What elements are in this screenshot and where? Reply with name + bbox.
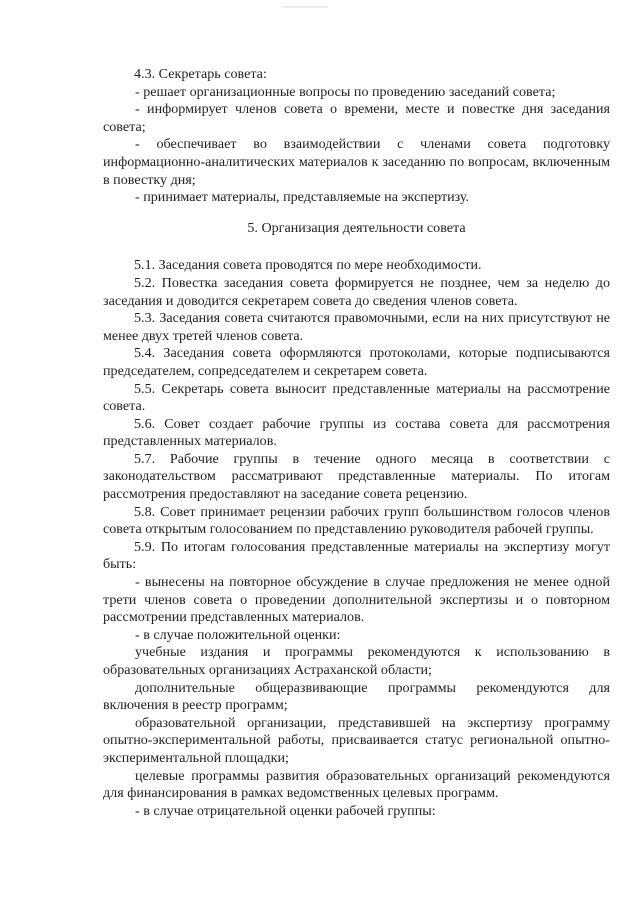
section-5-paragraph: 5.2. Повестка заседания совета формируется не позднее, чем за неделю до заседания и доводится секретарем совета до сведения членов совета. <box>103 274 610 309</box>
section-4-3-item: - обеспечивает во взаимодействии с членами совета подготовку информационно-аналитических материалов к заседанию по вопросам, включенным в повестку дня; <box>103 136 610 188</box>
section-4-3-item: - принимает материалы, представляемые на экспертизу. <box>135 189 470 206</box>
section-4-3-title: 4.3. Секретарь совета: <box>134 66 267 82</box>
section-5-paragraph: 5.3. Заседания совета считаются правомочными, если на них присутствуют не менее двух третей членов совета. <box>103 310 610 344</box>
section-5-paragraph: 5.8. Совет принимает рецензии рабочих групп большинством голосов членов совета открытым голосованием по представлению руководителя рабочей группы. <box>103 503 610 538</box>
section-5-heading: 5. Организация деятельности совета <box>247 219 466 236</box>
section-5-paragraph: 5.7. Рабочие группы в течение одного месяца в соответствии с законодательством рассматривают представленные материалы. По итогам рассмотрения предоставляют на заседание совета рецензию. <box>103 450 610 503</box>
outcome-item: - в случае отрицательной оценки рабочей группы: <box>135 802 436 819</box>
outcome-item: учебные издания и программы рекомендуются к использованию в образовательных организациях Астраханской области; <box>103 644 610 678</box>
outcome-item: - вынесены на повторное обсуждение в случае предложения не менее одной трети членов совета о проведении дополнительной экспертизы и о повторном рассмотрении представленных материалов. <box>103 574 610 626</box>
section-5-paragraph: 5.6. Совет создает рабочие группы из состава совета для рассмотрения представленных материалов. <box>103 415 610 450</box>
outcome-item: целевые программы развития образовательных организаций рекомендуются для финансирования в рамках ведомственных целевых программ. <box>103 767 610 802</box>
outcome-item: дополнительные общеразвивающие программы рекомендуются для включения в реестр программ; <box>103 679 610 714</box>
section-5-paragraph: 5.4. Заседания совета оформляются протоколами, которые подписываются председателем, сопредседателем и секретарем совета. <box>103 345 610 379</box>
outcome-item: - в случае положительной оценки: <box>135 626 341 643</box>
section-4-3-item: - информирует членов совета о времени, месте и повестке дня заседания совета; <box>103 101 610 135</box>
scan-artifact <box>282 6 328 8</box>
section-5-paragraph: 5.5. Секретарь совета выносит представленные материалы на рассмотрение совета. <box>103 380 610 415</box>
section-4-3-item: - решает организационные вопросы по проведению заседаний совета; <box>135 83 556 100</box>
outcome-item: образовательной организации, представившей на экспертизу программу опытно-экспериментальной работы, присваивается статус региональной опытно-экспериментальной площадки; <box>103 714 610 766</box>
section-5-paragraph: 5.1. Заседания совета проводятся по мере необходимости. <box>134 257 482 274</box>
section-5-paragraph: 5.9. По итогам голосования представленные материалы на экспертизу могут быть: <box>103 538 610 573</box>
